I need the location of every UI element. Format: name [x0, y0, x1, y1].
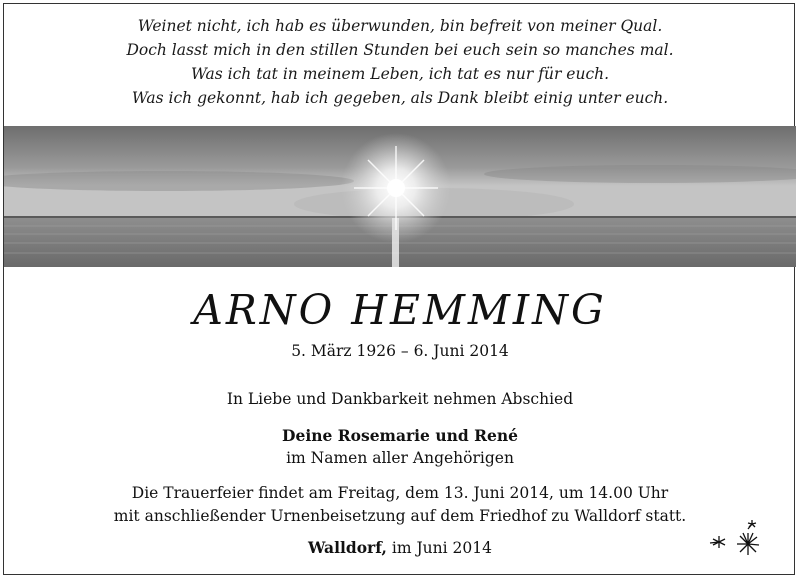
mourner-subtitle: im Namen aller Angehörigen — [286, 449, 514, 467]
ceremony-line: Die Trauerfeier findet am Freitag, dem 13. Juni 2014, um 14.00 Uhr — [131, 484, 669, 502]
signoff-place: Walldorf, — [308, 538, 387, 557]
dandelion-seeds-icon — [704, 518, 768, 560]
poem-line: Was ich tat in meinem Leben, ich tat es nur für euch. — [190, 65, 610, 83]
poem — [0, 14, 800, 110]
poem-line: Doch lasst mich in den stillen Stunden bei euch sein so manches mal. — [126, 41, 674, 59]
mourner-names: Deine Rosemarie und René — [282, 426, 518, 445]
signoff — [0, 536, 800, 560]
deceased-name: ARNO HEMMING — [193, 286, 607, 334]
farewell-text: In Liebe und Dankbarkeit nehmen Abschied — [226, 390, 574, 408]
mourners — [0, 424, 800, 470]
sunset-sea-image — [4, 126, 796, 267]
poem-line: Weinet nicht, ich hab es überwunden, bin befreit von meiner Qual. — [137, 17, 663, 35]
ceremony-line: mit anschließender Urnenbeisetzung auf dem Friedhof zu Walldorf statt. — [113, 507, 687, 525]
life-dates: 5. März 1926 – 6. Juni 2014 — [291, 342, 509, 360]
signoff-date: im Juni 2014 — [386, 539, 492, 557]
poem-line: Was ich gekonnt, hab ich gegeben, als Dank bleibt einig unter euch. — [131, 89, 669, 107]
ceremony-info — [0, 482, 800, 528]
